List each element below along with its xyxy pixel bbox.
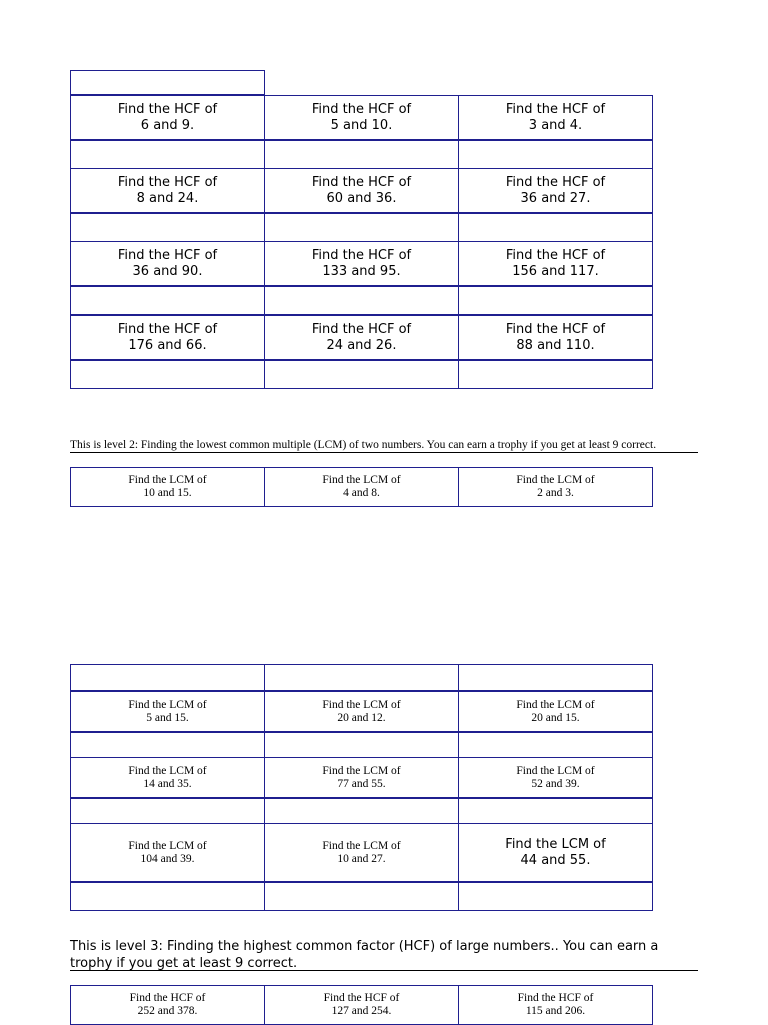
question-prompt: Find the LCM of <box>516 474 595 486</box>
level1-answer-box-1 <box>70 360 265 389</box>
level1-question-cell <box>458 95 653 140</box>
level2-question-cell <box>458 691 653 732</box>
question-numbers: 3 and 4. <box>528 117 583 133</box>
level2-heading-underline <box>70 452 698 453</box>
level2-answer-box-1 <box>70 664 265 691</box>
question-numbers: 52 and 39. <box>531 777 580 790</box>
level1-answer-box-2 <box>264 140 459 169</box>
question-numbers: 36 and 27. <box>520 190 591 206</box>
level1-question-cell <box>458 315 653 360</box>
question-prompt: Find the HCF of <box>117 101 218 117</box>
level1-question-cell <box>70 168 265 213</box>
level1-answer-box-1 <box>70 213 265 242</box>
level1-answer-box-2 <box>264 360 459 389</box>
level3-question-cell <box>458 985 653 1025</box>
question-prompt: Find the LCM of <box>128 839 207 852</box>
level1-answer-box-3 <box>458 213 653 242</box>
level2-question-cell <box>458 757 653 798</box>
question-numbers: 20 and 15. <box>531 711 580 724</box>
level2-question-cell <box>264 691 459 732</box>
question-numbers: 24 and 26. <box>326 337 397 353</box>
question-numbers: 127 and 254. <box>331 1005 392 1017</box>
level2-answer-box-1 <box>70 732 265 758</box>
level2-heading: This is level 2: Finding the lowest common multiple (LCM) of two numbers. You can earn a trophy if you get at least 9 correct. <box>70 439 657 451</box>
level2-answer-box-1 <box>70 882 265 911</box>
question-prompt: Find the HCF of <box>311 174 412 190</box>
level3-heading: This is level 3: Finding the highest common factor (HCF) of large numbers.. You can earn a trophy if you get at least 9 correct. <box>70 939 659 971</box>
question-numbers: 10 and 15. <box>143 487 192 499</box>
level1-answer-box-3 <box>458 360 653 389</box>
level3-heading-underline <box>70 970 698 971</box>
level1-question-cell <box>264 315 459 360</box>
level2-answer-box-3 <box>458 732 653 758</box>
level1-answer-box-3 <box>458 286 653 315</box>
question-numbers: 2 and 3. <box>537 487 574 499</box>
level2-answer-box-3 <box>458 664 653 691</box>
level2-answer-box-1 <box>70 798 265 824</box>
level1-question-cell <box>458 241 653 286</box>
question-prompt: Find the LCM of <box>128 698 207 711</box>
level2-answer-box-3 <box>458 798 653 824</box>
question-numbers: 14 and 35. <box>143 777 192 790</box>
question-prompt: Find the LCM of <box>128 474 207 486</box>
question-prompt: Find the HCF of <box>311 247 412 263</box>
level1-answer-box-3 <box>458 140 653 169</box>
question-numbers: 88 and 110. <box>516 337 595 353</box>
question-prompt: Find the HCF of <box>117 174 218 190</box>
level2-question-cell <box>70 823 265 882</box>
level1-question-cell <box>70 95 265 140</box>
question-numbers: 36 and 90. <box>132 263 203 279</box>
question-prompt: Find the LCM of <box>505 836 606 852</box>
level1-answer-box-2 <box>264 213 459 242</box>
question-numbers: 133 and 95. <box>322 263 401 279</box>
level1-question-cell <box>264 95 459 140</box>
question-prompt: Find the HCF of <box>505 321 606 337</box>
question-numbers: 5 and 15. <box>146 711 189 724</box>
question-prompt: Find the LCM of <box>322 474 401 486</box>
level1-question-cell <box>264 241 459 286</box>
question-numbers: 44 and 55. <box>520 852 591 868</box>
question-prompt: Find the LCM of <box>322 698 401 711</box>
question-prompt: Find the HCF of <box>129 992 206 1004</box>
level2-question-cell <box>70 757 265 798</box>
question-numbers: 5 and 10. <box>330 117 393 133</box>
level2-question-cell <box>264 757 459 798</box>
question-prompt: Find the HCF of <box>117 321 218 337</box>
level2-question-cell <box>458 823 653 882</box>
question-numbers: 20 and 12. <box>337 711 386 724</box>
level1-answer-box-1 <box>70 140 265 169</box>
level1-question-cell <box>70 241 265 286</box>
level1-question-cell <box>458 168 653 213</box>
question-numbers: 4 and 8. <box>343 487 380 499</box>
question-prompt: Find the HCF of <box>311 321 412 337</box>
question-numbers: 156 and 117. <box>512 263 599 279</box>
level3-question-cell <box>264 985 459 1025</box>
level1-answer-box-2 <box>264 286 459 315</box>
level1-question-cell <box>70 315 265 360</box>
level1-answer-box-1 <box>70 286 265 315</box>
question-prompt: Find the HCF of <box>505 101 606 117</box>
question-prompt: Find the HCF of <box>311 101 412 117</box>
level1-question-cell <box>264 168 459 213</box>
question-prompt: Find the LCM of <box>322 764 401 777</box>
level2-question-cell <box>70 691 265 732</box>
question-numbers: 10 and 27. <box>337 852 386 865</box>
question-numbers: 60 and 36. <box>326 190 397 206</box>
level1-answer-box-top <box>70 70 265 95</box>
question-prompt: Find the HCF of <box>517 992 594 1004</box>
level2-answer-box-2 <box>264 798 459 824</box>
level2-answer-box-3 <box>458 882 653 911</box>
level2-answer-box-2 <box>264 882 459 911</box>
question-prompt: Find the LCM of <box>322 839 401 852</box>
question-numbers: 252 and 378. <box>137 1005 198 1017</box>
question-prompt: Find the LCM of <box>516 698 595 711</box>
question-numbers: 8 and 24. <box>136 190 199 206</box>
question-numbers: 104 and 39. <box>140 852 195 865</box>
question-prompt: Find the LCM of <box>128 764 207 777</box>
level2-answer-box-2 <box>264 664 459 691</box>
level2-question-cell <box>264 823 459 882</box>
question-numbers: 115 and 206. <box>525 1005 586 1017</box>
question-numbers: 176 and 66. <box>128 337 207 353</box>
level3-question-cell <box>70 985 265 1025</box>
question-prompt: Find the HCF of <box>323 992 400 1004</box>
question-prompt: Find the HCF of <box>505 247 606 263</box>
question-prompt: Find the HCF of <box>505 174 606 190</box>
level2-question-cell <box>70 467 265 507</box>
question-prompt: Find the LCM of <box>516 764 595 777</box>
level2-answer-box-2 <box>264 732 459 758</box>
level2-question-cell <box>458 467 653 507</box>
level2-question-cell <box>264 467 459 507</box>
question-numbers: 6 and 9. <box>140 117 195 133</box>
question-prompt: Find the HCF of <box>117 247 218 263</box>
question-numbers: 77 and 55. <box>337 777 386 790</box>
